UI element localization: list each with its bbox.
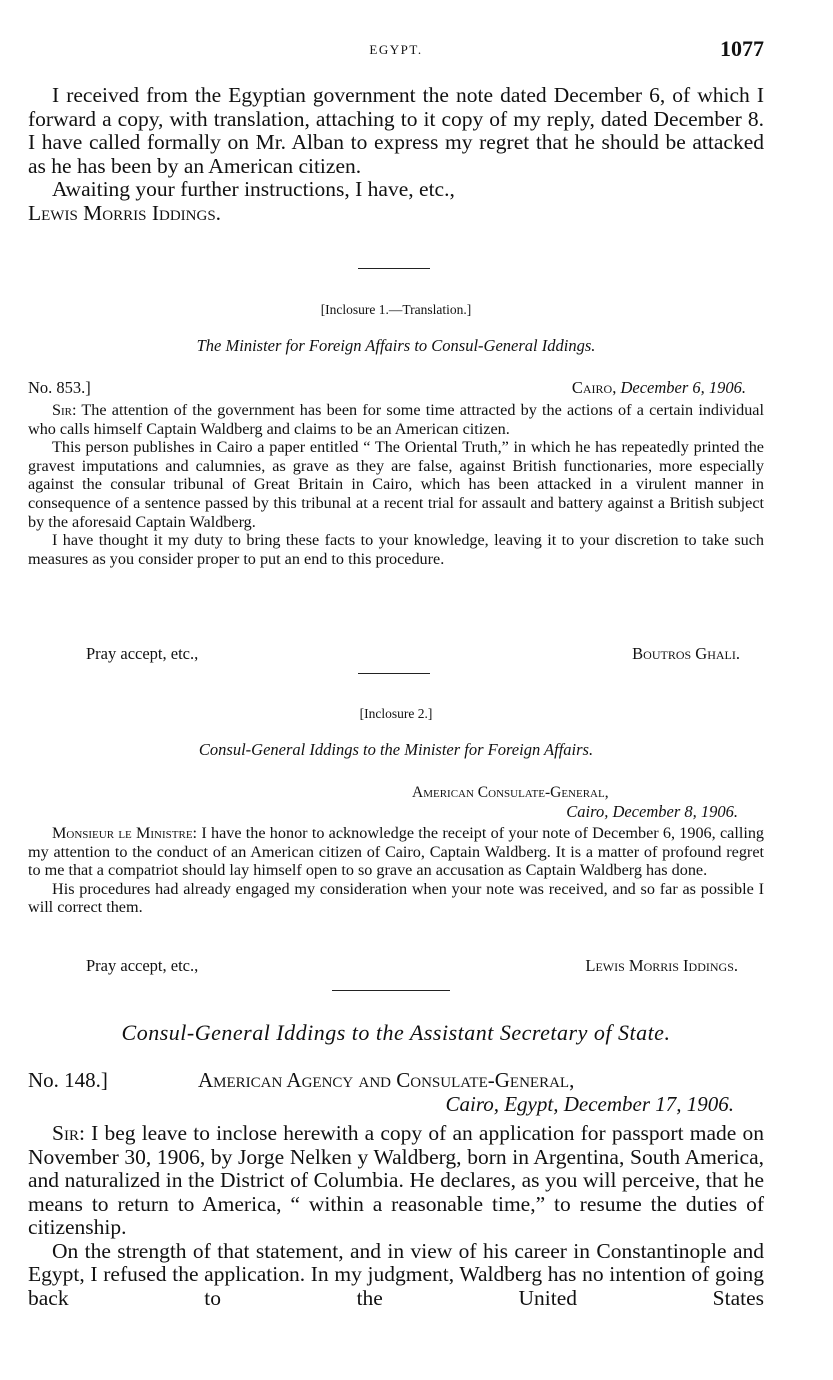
inclosure-2-signature: Lewis Morris Iddings. <box>585 956 738 975</box>
inclosure-1-paragraph: The attention of the government has been for some time attracted by the actions of a certain individual who calls himself Captain Waldberg and claims to be an American citizen. <box>28 401 764 438</box>
intro-block <box>28 84 764 225</box>
inclosure-1-salutation: Sir: <box>52 401 77 419</box>
letter-paragraph: I beg leave to inclose herewith a copy of an application for passport made on November 30, 1906, by Jorge Nelken y Waldberg, born in Argentina, South America, and naturalized in the District of Columbia. He declares, as you will perceive, that he means to return to America, “ within a reasonable time,” to resume the duties of citizenship. <box>28 1121 764 1239</box>
running-title: EGYPT. <box>369 42 423 57</box>
intro-paragraph: I received from the Egyptian government the note dated December 6, of which I forward a copy, with translation, attaching to it copy of my reply, dated December 8. I have called formally on Mr. Alban to express my regret that he should be attacked as he has been by an American citizen. <box>28 83 764 178</box>
inclosure-1-label: [Inclosure 1.—Translation.] <box>320 302 472 317</box>
inclosure-2-office: American Consulate-General, <box>412 784 609 801</box>
inclosure-1-paragraph: I have thought it my duty to bring these facts to your knowledge, leaving it to your discretion to take such measures as you consider proper to put an end to this procedure. <box>28 531 764 568</box>
letter-heading: Consul-General Iddings to the Assistant Secretary of State. <box>121 1020 671 1045</box>
letter-number-line <box>28 1068 764 1093</box>
inclosure-1-paragraph: This person publishes in Cairo a paper entitled “ The Oriental Truth,” in which he has repeatedly printed the gravest imputations and calumnies, as grave as they are false, against British functionaries, more especially against the consular tribunal of Great Britain in Cairo, which has been attacked in a virulent manner in consequence of a sentence passed by this tribunal at a recent trial for assault and battery against a British subject by the aforesaid Captain Waldberg. <box>28 438 764 531</box>
intro-closing: Awaiting your further instructions, I have, etc., <box>52 177 455 201</box>
inclosure-2-place-date: Cairo, December 8, 1906. <box>566 802 738 821</box>
page-header <box>28 36 764 64</box>
intro-signature: Lewis Morris Iddings. <box>28 200 222 225</box>
section-divider <box>332 990 450 991</box>
inclosure-1-heading: The Minister for Foreign Affairs to Consul-General Iddings. <box>196 336 596 355</box>
letter-salutation: Sir: <box>52 1121 85 1145</box>
inclosure-1-place: Cairo, <box>571 378 617 397</box>
inclosure-1-body <box>28 401 764 568</box>
letter-body <box>28 1122 764 1310</box>
letter-number: No. 148.] <box>28 1068 108 1092</box>
inclosure-2-heading: Consul-General Iddings to the Minister for Foreign Affairs. <box>198 740 594 759</box>
inclosure-1-signature: Boutros Ghali. <box>632 644 740 663</box>
inclosure-2-salutation: Monsieur le Ministre: <box>52 824 198 842</box>
letter-place-date: Cairo, Egypt, December 17, 1906. <box>445 1092 734 1116</box>
inclosure-2-body <box>28 824 764 917</box>
section-divider <box>358 268 430 269</box>
inclosure-1-number: No. 853.] <box>28 378 91 397</box>
section-divider <box>358 673 430 674</box>
letter-paragraph: On the strength of that statement, and in view of his career in Constantinople and Egypt, I refused the application. In my judgment, Waldberg has no intention of going back to the United States <box>28 1238 764 1310</box>
inclosure-1-date: December 6, 1906. <box>620 378 746 397</box>
inclosure-1-closing: Pray accept, etc., <box>86 644 199 663</box>
inclosure-2-closing: Pray accept, etc., <box>86 956 199 975</box>
page-number: 1077 <box>720 36 764 61</box>
inclosure-2-paragraph: I have the honor to acknowledge the receipt of your note of December 6, 1906, calling my attention to the conduct of an American citizen of Cairo, Captain Waldberg. It is a matter of profound regret to me that a compatriot should lay himself open to so grave an accusation as Captain Waldberg has done. <box>28 824 765 880</box>
inclosure-1-dateline <box>28 378 764 398</box>
inclosure-2-paragraph: His procedures had already engaged my consideration when your note was received, and so far as possible I will correct them. <box>28 879 764 917</box>
letter-office: American Agency and Consulate-General, <box>198 1068 575 1092</box>
inclosure-2-label: [Inclosure 2.] <box>359 706 433 721</box>
